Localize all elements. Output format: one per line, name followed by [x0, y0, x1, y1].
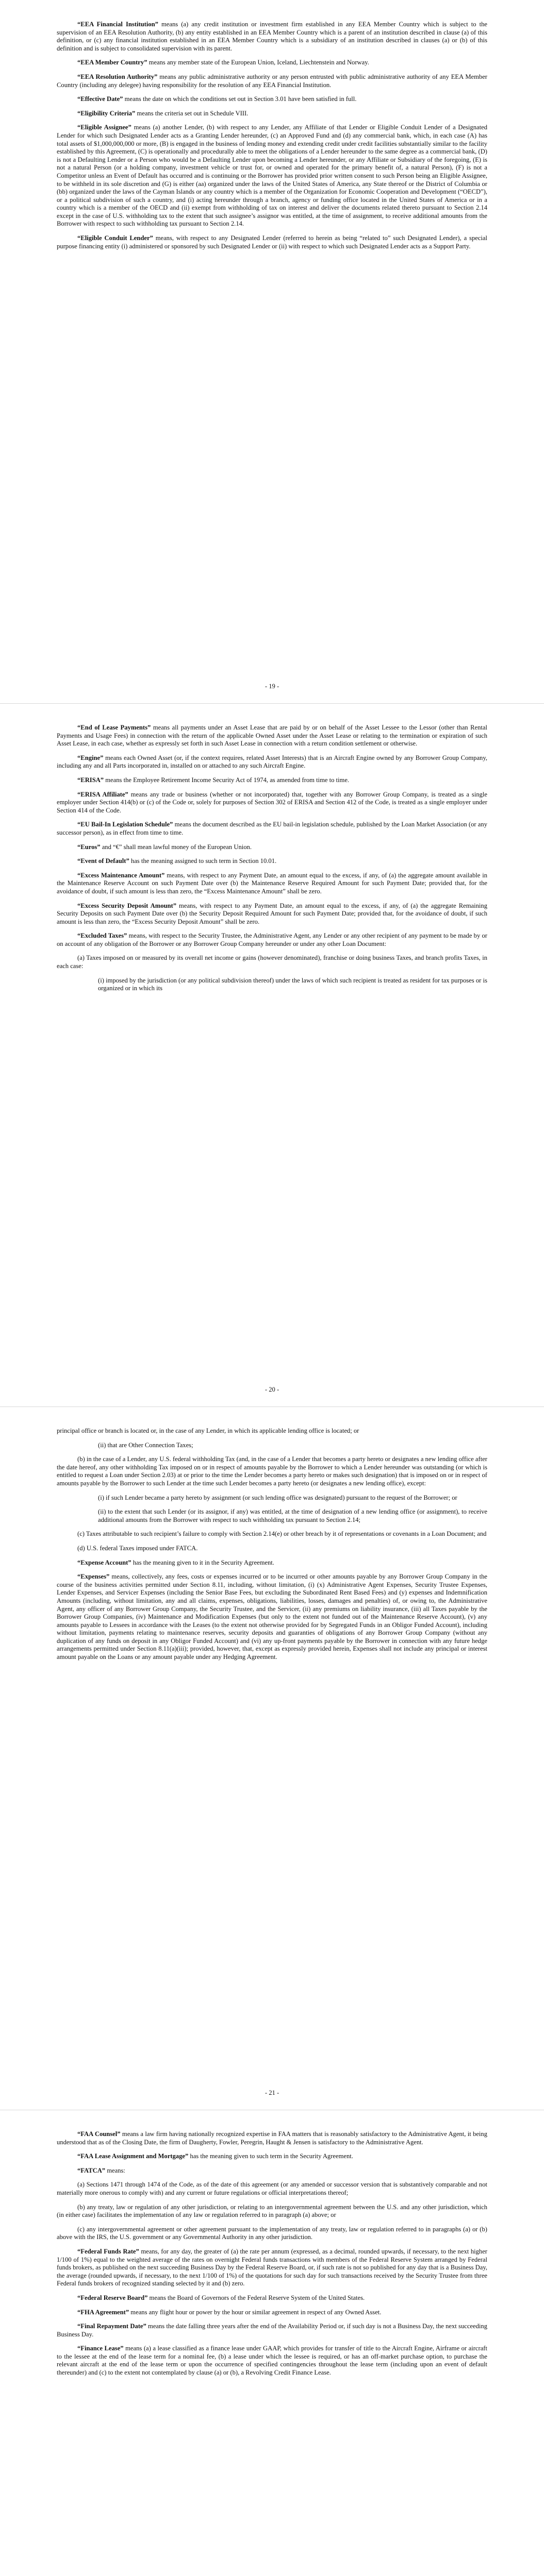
paragraph [57, 977, 487, 993]
defined-term: “Engine” [77, 754, 104, 761]
paragraph [57, 857, 487, 866]
paragraph [57, 2294, 487, 2302]
paragraph [57, 1455, 487, 1487]
paragraph [57, 2167, 487, 2175]
page-number: - 21 - [265, 2089, 279, 2096]
defined-term: “EEA Member Country” [77, 59, 147, 66]
paragraph-text: (b) any treaty, law or regulation of any other jurisdiction, or relating to an intergovernmental agreement between the U.S. and any other jurisdiction, which (in either case) facilitates the implementation of any law or regulation referred to in paragraph (a) above; or [57, 2203, 487, 2219]
paragraph [57, 843, 487, 852]
paragraph-text: means, with respect to any Payment Date, an amount equal to the excess, if any, of (a) the aggregate amount available in the Maintenance Reserve Account on such Payment Date over (b) the Maintenance Reserve Required Amount for such Payment Date; provided that, for the avoidance of doubt, if such amount is less than zero, the “Excess Maintenance Amount” shall be zero. [57, 871, 487, 895]
paragraph-text: and “€” shall mean lawful money of the European Union. [100, 843, 252, 851]
paragraph-text: means any flight hour or power by the hour or similar agreement in respect of any Owned Asset. [129, 2308, 382, 2316]
defined-term: “Eligible Assignee” [77, 124, 131, 131]
paragraph [57, 2153, 487, 2161]
paragraph-text: means any member state of the European Union, Iceland, Liechtenstein and Norway. [147, 59, 369, 66]
paragraph [57, 1545, 487, 1553]
paragraph-text: means, with respect to any Payment Date, an amount equal to the excess, if any, of (a) the aggregate Remaining Security Deposits on such Payment Date over (b) the Security Deposit Required Amount for such Payment Date; provided that, for the avoidance of doubt, if such amount is less than zero, the “Excess Security Deposit Amount” shall be zero. [57, 902, 487, 925]
paragraph [57, 932, 487, 948]
page-content [57, 724, 487, 999]
defined-term: “Federal Reserve Board” [77, 2294, 148, 2301]
defined-term: “Eligibility Criteria” [77, 109, 136, 117]
paragraph-text: principal office or branch is located or, in the case of any Lender, in which its applicable lending office is located; or [57, 1427, 359, 1434]
page [0, 0, 544, 703]
paragraph-text: (c) any intergovernmental agreement or other agreement pursuant to the implementation of any treaty, law or regulation referred to in paragraphs (a) or (b) above with the IRS, the U.S. government or any Governmental Authority in any other jurisdiction. [57, 2225, 487, 2241]
page [0, 703, 544, 1406]
paragraph-text: means: [105, 2166, 125, 2174]
defined-term: “FATCA” [77, 2166, 106, 2174]
paragraph-text: (a) Sections 1471 through 1474 of the Code, as of the date of this agreement (or any amended or successor version that is substantively comparable and not materially more onerous to comply with) and any current or future regulations or official interpretations thereof; [57, 2181, 487, 2196]
page-separator [0, 1406, 544, 1407]
paragraph-text: means all payments under an Asset Lease that are paid by or on behalf of the Asset Lessee to the Lessor (other than Rental Payments and Usage Fees) in connection with the return of the applicable Owned Asset under the Asset Lease or relating to the termination or expiration of such Asset Lease, in each case, whether as expressly set forth in such Asset Lease in connection with a return condition settlement or otherwise. [57, 724, 487, 748]
paragraph-text: means the Board of Governors of the Federal Reserve System of the United States. [147, 2294, 365, 2301]
paragraph-text: (b) in the case of a Lender, any U.S. federal withholding Tax (and, in the case of a Lender that becomes a party hereto or designates a new lending office after the date hereof, any other withholding Tax imposed on or in respect of amounts payable by the Borrower to which a Lender hereunder was outstanding (or which is entitled to request a Loan under Section 2.03) at or prior to the time the Lender becomes a party hereto or makes such designation) that is imposed on or in respect of amounts payable by the Borrower to such Lender at the time such Lender becomes a party hereto (or designates a new lending office), except: [57, 1455, 487, 1487]
paragraph-text: (c) Taxes attributable to such recipient’s failure to comply with Section 2.14(e) or other breach by it of representations or covenants in a Loan Document; and [77, 1530, 487, 1538]
page-number: - 19 - [265, 683, 279, 690]
paragraph [57, 754, 487, 770]
paragraph [57, 1573, 487, 1662]
paragraph [57, 1427, 487, 1435]
paragraph [57, 124, 487, 228]
paragraph-text: (ii) to the extent that such Lender (or its assignor, if any) was entitled, at the time of designation of a new lending office (or assignment), to receive additional amounts from the Borrower with respect to such withholding tax pursuant to Section 2.14; [98, 1508, 487, 1523]
defined-term: “Eligible Conduit Lender” [77, 234, 153, 242]
paragraph-text: (i) if such Lender became a party hereto by assignment (or such lending office was designated) pursuant to the request of the Borrower; or [98, 1494, 457, 1501]
paragraph-text: means, with respect to any Designated Lender (referred to herein as being “related to” such Designated Lender), a special purpose financing entity (i) administered or sponsored by such Designated Lender or (ii) with respect to which such Designated Lender acts as a Support Party. [57, 234, 487, 250]
defined-term: “ERISA Affiliate” [77, 790, 128, 798]
defined-term: “ERISA” [77, 776, 104, 784]
paragraph [57, 2130, 487, 2146]
defined-term: “Euros” [77, 843, 101, 851]
paragraph-text: means the criteria set out in Schedule VIII. [135, 109, 249, 117]
paragraph [57, 776, 487, 785]
page [0, 1406, 544, 2110]
paragraph [57, 872, 487, 896]
paragraph-text: means, with respect to the Security Trustee, the Administrative Agent, any Lender or any other recipient of any payment to be made by or on account of any obligation of the Borrower or any Borrower Group Company hereunder or under any other Loan Document: [57, 932, 487, 947]
defined-term: “Excess Maintenance Amount” [77, 871, 165, 879]
defined-term: “Finance Lease” [77, 2345, 124, 2352]
paragraph [57, 1494, 487, 1502]
paragraph [57, 95, 487, 104]
defined-term: “Excess Security Deposit Amount” [77, 902, 177, 909]
paragraph [57, 2323, 487, 2338]
page-separator [0, 703, 544, 704]
defined-term: “End of Lease Payments” [77, 724, 151, 731]
paragraph-text: means any public administrative authority or any person entrusted with public administrative authority of any EEA Member Country (including any delegee) having responsibility for the resolution of any EEA Financial Institution. [57, 73, 487, 89]
paragraph-text: has the meaning given to such term in the Security Agreement. [188, 2153, 353, 2160]
paragraph [57, 73, 487, 89]
page-number: - 20 - [265, 1386, 279, 1393]
paragraph [57, 791, 487, 815]
paragraph [57, 724, 487, 748]
paragraph [57, 2345, 487, 2377]
paragraph-text: (a) Taxes imposed on or measured by its overall net income or gains (however denominated), franchise or doing business Taxes, and branch profits Taxes, in each case: [57, 954, 487, 970]
paragraph-text: means a law firm having nationally recognized expertise in FAA matters that is reasonably satisfactory to the Administrative Agent, it being understood that as of the Closing Date, the firm of Daugherty, Fowler, Peregrin, Haught & Jensen is satisfactory to the Administrative Agent. [57, 2130, 488, 2146]
paragraph [57, 59, 487, 67]
paragraph-text: means the document described as the EU bail-in legislation schedule, published by the Loan Market Association (or any successor person), as in effect from time to time. [57, 821, 487, 836]
paragraph [57, 2309, 487, 2317]
paragraph [57, 2226, 487, 2242]
paragraph-text: means (a) any credit institution or investment firm established in any EEA Member Country which is subject to the supervision of an EEA Resolution Authority, (b) any entity established in an EEA Member Country which is a parent of an institution described in clause (a) of this definition, or (c) any financial institution established in an EEA Member Country which is a subsidiary of an institution described in clauses (a) or (b) of this definition and is subject to consolidated supervision with its parent. [57, 21, 487, 52]
paragraph-text: means the date on which the conditions set out in Section 3.01 have been satisfied in full. [123, 95, 357, 103]
defined-term: “Federal Funds Rate” [77, 2247, 139, 2255]
paragraph-text: has the meaning given to it in the Security Agreement. [131, 1558, 274, 1566]
defined-term: “Expenses” [77, 1573, 110, 1581]
paragraph-text: means (a) another Lender, (b) with respect to any Lender, any Affiliate of that Lender or Eligible Conduit Lender of a Designated Lender for which such Designated Lender acts as a Granting Lender hereunder, (c) an Approved Fund and (d) any commercial bank, which, in each case (A) has total assets of $1,000,000,000 or more, (B) is engaged in the business of lending money and extending credit under credit facilities substantially similar to the facility established by this Agreement, (C) is operationally and procedurally able to meet the obligations of a Lender hereunder to the same degree as a commercial bank, (D) is not a Defaulting Lender or a Person who would be a Defaulting Lender upon becoming a Lender hereunder, or any Affiliate or Subsidiary of the foregoing, (E) is not a natural Person (or a holding company, investment vehicle or trust for, or owned and operated for the primary benefit of, a natural Person), (F) is not a Competitor unless an Event of Default has occurred and is continuing or the Borrower has provided prior written consent to such Person being an Eligible Assignee, to be withheld in its sole discretion and (G) is either (aa) organized under the laws of the United States of America, any State thereof or the District of Columbia or (bb) organized under the laws of the Cayman Islands or any country which is a member of the Organization for Economic Cooperation and Development (“OECD”), or a political subdivision of such a country, and (i) acting hereunder through a branch, agency or funding office located in the United States of America or in a country which is a member of the OECD and (ii) exempt from withholding of tax on interest and deliver the documents related thereto pursuant to Section 2.14 except in the case of U.S. withholding tax to the extent that such assignee’s assignor was entitled, at the time of assignment, to receive additional amounts from the Borrower with respect to such withholding tax pursuant to Section 2.14. [57, 124, 487, 228]
page-content [57, 2130, 487, 2383]
paragraph-text: means (a) a lease classified as a finance lease under GAAP, which provides for transfer of title to the Aircraft Engine, Airframe or aircraft to the lessee at the end of the lease term for a nominal fee, (b) a lease under which the lessee is required, or has an off-market purchase option, to purchase the relevant aircraft at the end of the lease term or upon the occurrence of specified contingencies throughout the lease term (including upon an event of default thereunder) and (c) to the extent not contemplated by clause (a) or (b), a Revolving Credit Finance Lease. [57, 2345, 487, 2377]
defined-term: “EEA Resolution Authority” [77, 73, 158, 80]
defined-term: “FAA Lease Assignment and Mortgage” [77, 2153, 189, 2160]
defined-term: “Effective Date” [77, 95, 123, 103]
defined-term: “FAA Counsel” [77, 2130, 121, 2138]
paragraph [57, 954, 487, 970]
defined-term: “FHA Agreement” [77, 2308, 129, 2316]
page-content [57, 1427, 487, 1668]
paragraph [57, 2204, 487, 2219]
paragraph [57, 2181, 487, 2197]
defined-term: “Excluded Taxes” [77, 932, 127, 940]
paragraph [57, 2248, 487, 2288]
paragraph [57, 902, 487, 926]
paragraph-text: has the meaning assigned to such term in Section 10.01. [129, 857, 277, 865]
paragraph-text: means the date falling three years after the end of the Availability Period or, if such day is not a Business Day, the next succeeding Business Day. [57, 2323, 487, 2338]
paragraph [57, 1559, 487, 1567]
defined-term: “Final Repayment Date” [77, 2323, 146, 2330]
paragraph [57, 234, 487, 250]
defined-term: “EU Bail-In Legislation Schedule” [77, 821, 173, 828]
paragraph [57, 110, 487, 118]
paragraph-text: means each Owned Asset (or, if the context requires, related Asset Interests) that is an Aircraft Engine owned by any Borrower Group Company, including any and all Parts incorporated in, installed on or attached to any such Aircraft Engine. [57, 754, 487, 770]
paragraph [57, 1508, 487, 1524]
paragraph-text: (ii) that are Other Connection Taxes; [98, 1441, 193, 1449]
paragraph [57, 1442, 487, 1450]
paragraph [57, 1530, 487, 1538]
paragraph-text: (i) imposed by the jurisdiction (or any political subdivision thereof) under the laws of which such recipient is treated as resident for tax purposes or is organized or in which its [98, 976, 487, 992]
paragraph-text: means, collectively, any fees, costs or expenses incurred or to be incurred or other amounts payable by any Borrower Group Company in the course of the business activities permitted under Section 8.11, including, without limitation, (i) (x) Administrative Agent Expenses, Security Trustee Expenses, Lender Expenses, and Servicer Expenses (including the Senior Base Fees, but excluding the Subordinated Rent Based Fees) and (y) expenses and Indemnification Amounts (including, without limitation, any and all claims, expenses, obligations, liabilities, losses, damages and penalties) of, or owing to, the Administrative Agent, any officer of any Borrower Group Company, the Security Trustee, and the Servicer, (ii) any premiums on liability insurance, (iii) all Taxes payable by the Borrower Group Companies, (iv) Maintenance and Modification Expenses (but only to the extent not funded out of the Maintenance Reserve Account), (v) any amounts payable to Lessees in accordance with the Leases (to the extent not otherwise provided for by Segregated Funds in an Obligor Funded Account), including without limitation, payments relating to maintenance reserves, security deposits and guaranties of obligations of any Borrower Group Company (without any duplication of any funds on deposit in any Obligor Funded Account) and (vi) any up-front payments payable by the Borrower in connection with any future hedge arrangements permitted under Section 8.11(a)(iii); provided, however, that, except as expressly provided herein, Expenses shall not include any principal or interest amount payable on the Loans or any amount payable under any Hedging Agreement. [57, 1573, 487, 1661]
paragraph-text: means the Employee Retirement Income Security Act of 1974, as amended from time to time. [104, 776, 350, 784]
defined-term: “EEA Financial Institution” [77, 21, 158, 28]
paragraph-text: means any trade or business (whether or not incorporated) that, together with any Borrower Group Company, is treated as a single employer under Section 414(b) or (c) of the Code or, solely for purposes of Section 302 of ERISA and Section 412 of the Code, is treated as a single employer under Section 414 of the Code. [57, 790, 488, 814]
defined-term: “Event of Default” [77, 857, 129, 865]
page-content [57, 21, 487, 257]
defined-term: “Expense Account” [77, 1558, 131, 1566]
page [0, 2110, 544, 2576]
paragraph [57, 821, 487, 837]
paragraph [57, 21, 487, 53]
paragraph-text: (d) U.S. federal Taxes imposed under FATCA. [77, 1544, 198, 1552]
paragraph-text: means, for any day, the greater of (a) the rate per annum (expressed, as a decimal, rounded upwards, if necessary, to the next higher 1/100 of 1%) equal to the weighted average of the rates on overnight Federal funds transactions with members of the Federal Reserve System arranged by Federal funds brokers, as published on the next succeeding Business Day by the Federal Reserve Board, or, if such rate is not so published for any day that is a Business Day, the average (rounded upwards, if necessary, to the next 1/100 of 1%) of the quotations for such day for such transactions received by the Security Trustee from three Federal funds brokers of recognized standing selected by it and (b) zero. [57, 2247, 487, 2287]
